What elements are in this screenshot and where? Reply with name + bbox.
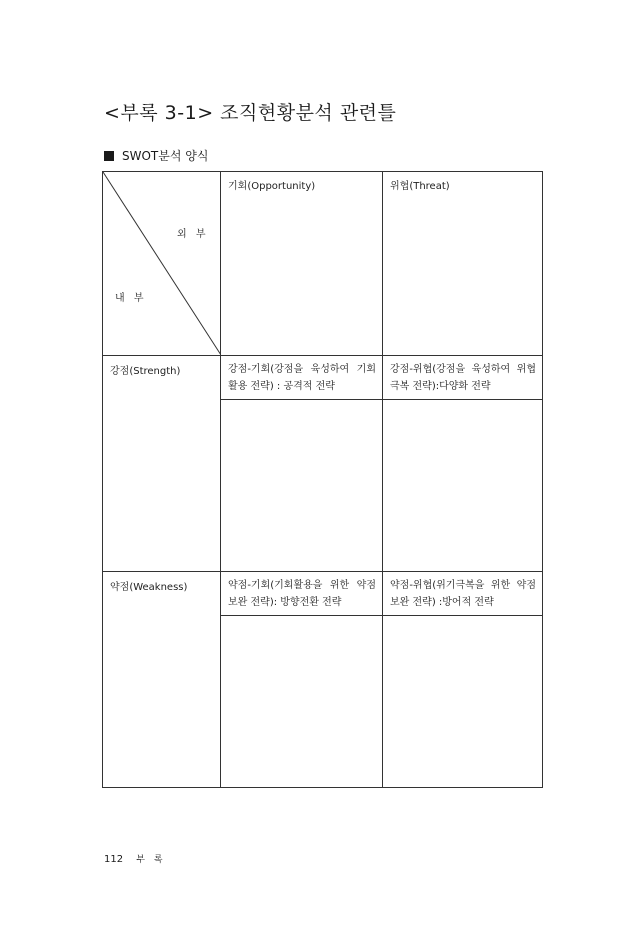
wt-strategy-cell [383, 572, 543, 616]
strength-label-cell [103, 356, 221, 572]
opportunity-header [221, 172, 383, 356]
page-title: <부록 3-1> 조직현황분석 관련틀 [104, 102, 397, 124]
weakness-label-cell [103, 572, 221, 788]
weakness-label: 약점(Weakness) [110, 582, 188, 593]
threat-header-text: 위협(Threat) [390, 181, 450, 192]
strength-label: 강점(Strength) [110, 366, 181, 377]
corner-cell [103, 172, 221, 356]
wo-strategy-cell [221, 572, 383, 616]
strength-strategy-row [103, 356, 543, 400]
wt-blank-cell [383, 616, 543, 788]
st-strategy-text: 강점-위협(강점을 육성하여 위협극복 전략):다양화 전략 [390, 364, 536, 392]
swot-table [102, 171, 543, 788]
external-label: 외 부 [177, 229, 209, 240]
internal-label: 내 부 [115, 293, 147, 304]
st-strategy-cell [383, 356, 543, 400]
weakness-strategy-row [103, 572, 543, 616]
page-number: 112 [104, 854, 124, 865]
square-bullet-icon [104, 151, 114, 161]
st-blank-cell [383, 400, 543, 572]
page-footer [104, 852, 166, 865]
wt-strategy-text: 약점-위협(위기극복을 위한 약점 보완 전략) :방어적 전략 [390, 580, 536, 608]
threat-header [383, 172, 543, 356]
wo-strategy-text: 약점-기회(기회활용을 위한 약점 보완 전략): 방향전환 전략 [228, 580, 376, 608]
so-strategy-text: 강점-기회(강점을 육성하여 기회활용 전략) : 공격적 전략 [228, 364, 376, 392]
so-blank-cell [221, 400, 383, 572]
section-heading-text: SWOT분석 양식 [122, 149, 209, 163]
opportunity-header-text: 기회(Opportunity) [228, 181, 316, 192]
wo-blank-cell [221, 616, 383, 788]
section-heading [104, 147, 208, 164]
header-row [103, 172, 543, 356]
so-strategy-cell [221, 356, 383, 400]
diagonal-divider [103, 172, 221, 355]
footer-section-label: 부 록 [136, 855, 166, 865]
